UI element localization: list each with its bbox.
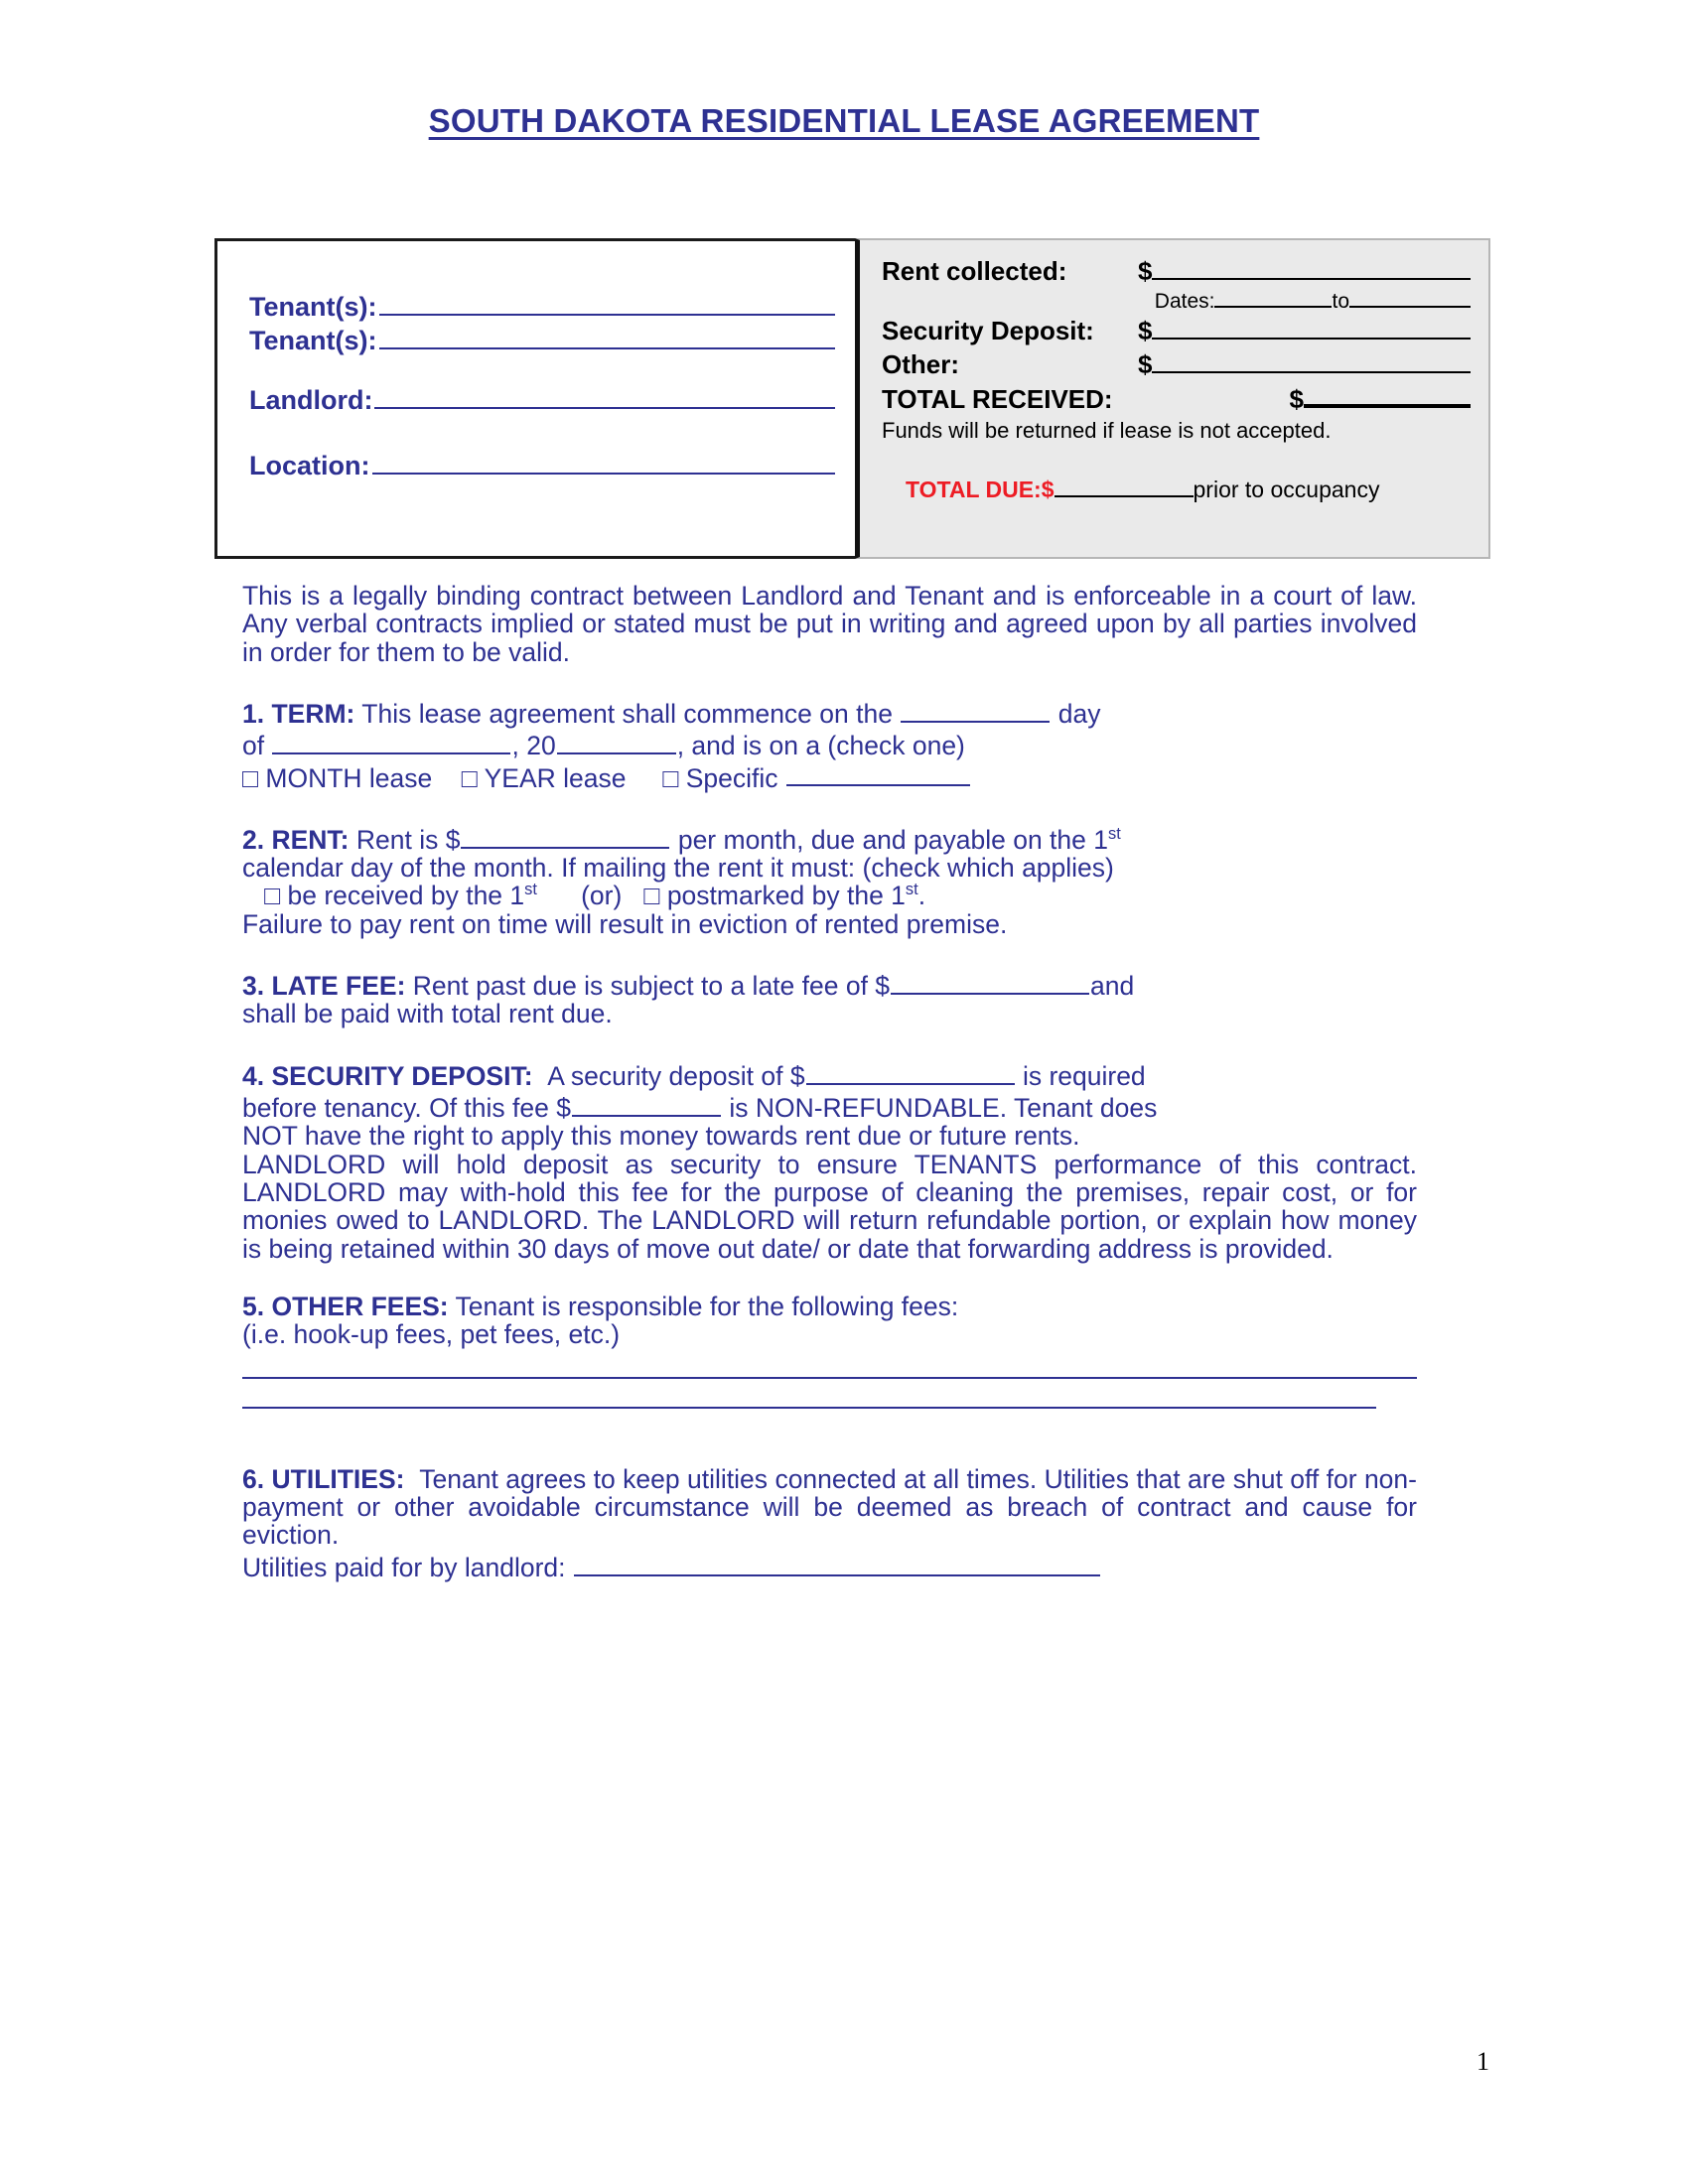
rent-amount-input[interactable] <box>461 822 669 849</box>
rent-collected-row <box>882 254 1471 288</box>
label-received-sup: st <box>524 881 537 899</box>
utilities-paid-label: Utilities paid for by landlord: <box>242 1552 566 1582</box>
spacer <box>242 792 1417 822</box>
total-received-row <box>882 380 1471 416</box>
section-late-fee-line1a: Rent past due is subject to a late fee of $ <box>412 970 891 1001</box>
non-refundable-amount-input[interactable] <box>572 1090 721 1117</box>
spacer <box>242 1409 1417 1438</box>
section-other-fees-line2: (i.e. hook-up fees, pet fees, etc.) <box>242 1319 621 1350</box>
security-deposit-currency: $ <box>1138 315 1153 345</box>
section-other-fees <box>242 1293 1417 1349</box>
other-input[interactable] <box>1152 347 1471 373</box>
section-late-fee-heading: 3. LATE FEE: <box>242 970 406 1001</box>
checkbox-specific-lease[interactable]: □ <box>662 762 679 793</box>
checkbox-postmarked-by-first[interactable]: □ <box>643 881 660 911</box>
rent-collected-label: Rent collected: <box>882 256 1067 286</box>
section-rent-heading: 2. RENT: <box>242 824 350 855</box>
total-due-suffix: prior to occupancy <box>1193 476 1380 502</box>
dates-label: Dates: <box>1154 289 1215 313</box>
section-late-fee-line1b: and <box>1090 970 1135 1001</box>
section-utilities <box>242 1465 1417 1550</box>
tenant-1-label: Tenant(s): <box>249 292 377 322</box>
total-received-input[interactable] <box>1304 380 1471 408</box>
tenant-2-label: Tenant(s): <box>249 326 377 355</box>
section-utilities-paid-row <box>242 1550 1417 1581</box>
security-deposit-label: Security Deposit: <box>882 315 1094 345</box>
section-rent <box>242 822 1417 883</box>
section-utilities-heading: 6. UTILITIES: <box>242 1463 405 1494</box>
label-received-by-first: be received by the 1 <box>287 881 525 911</box>
page-title <box>0 102 1688 140</box>
late-fee-amount-input[interactable] <box>891 968 1089 995</box>
term-day-input[interactable] <box>901 696 1050 723</box>
label-postmarked-end: . <box>917 881 926 911</box>
section-rent-line4: Failure to pay rent on time will result in eviction of rented premise. <box>242 908 1008 939</box>
tenant-2-input[interactable] <box>379 323 836 349</box>
dates-row <box>882 286 1471 314</box>
total-due-label: TOTAL DUE:$ <box>906 476 1055 502</box>
tenant-1-input[interactable] <box>379 289 836 316</box>
section-sd-line1a: A security deposit of $ <box>547 1060 805 1091</box>
rent-collected-currency: $ <box>1138 256 1153 286</box>
spacer <box>242 1028 1417 1058</box>
section-term-heading: 1. TERM: <box>242 698 355 729</box>
label-month-lease: MONTH lease <box>265 762 433 793</box>
checkbox-month-lease[interactable]: □ <box>242 762 259 793</box>
section-term-line2a: of <box>242 731 265 761</box>
landlord-row <box>249 382 835 416</box>
header-boxes <box>214 238 1490 559</box>
security-deposit-row <box>882 314 1471 347</box>
other-label: Other: <box>882 348 959 379</box>
section-term <box>242 696 1417 760</box>
section-term-line1b: day <box>1057 698 1101 729</box>
location-label: Location: <box>249 451 370 480</box>
dates-to-input[interactable] <box>1349 286 1471 308</box>
total-received-label: TOTAL RECEIVED: <box>882 384 1113 415</box>
spacer <box>242 938 1417 968</box>
section-rent-line1-sup: st <box>1108 824 1121 843</box>
intro-paragraph: This is a legally binding contract between Landlord and Tenant and is enforceable in a court of law. Any verbal contracts implied or stated must be put in writing and agreed upon by all parties involved in order for them to be valid. <box>242 581 1417 667</box>
total-due-row <box>882 475 1471 503</box>
spacer <box>242 1263 1417 1293</box>
other-row <box>882 347 1471 381</box>
section-utilities-line1: Tenant agrees to keep utilities connected at all times. Utilities that are shut off for non-payment or other avoidable circumstance will be deemed as breach of contract and cause for eviction. <box>242 1463 1417 1551</box>
rent-collected-input[interactable] <box>1152 254 1471 280</box>
document-body <box>242 582 1417 1581</box>
payment-summary-box <box>855 238 1490 559</box>
label-year-lease: YEAR lease <box>484 762 627 793</box>
other-fees-blank-line-1[interactable] <box>242 1377 1417 1379</box>
section-rent-options <box>242 882 1417 909</box>
landlord-label: Landlord: <box>249 385 373 415</box>
section-rent-line1a: Rent is $ <box>355 824 461 855</box>
label-specific-lease: Specific <box>685 762 778 793</box>
term-specific-input[interactable] <box>786 760 970 787</box>
section-rent-line2: calendar day of the month. If mailing the rent it must: (check which applies) <box>242 853 1114 884</box>
spacer <box>242 666 1417 696</box>
term-month-input[interactable] <box>272 728 510 754</box>
parties-box <box>214 238 855 559</box>
section-security-deposit-heading: 4. SECURITY DEPOSIT: <box>242 1060 533 1091</box>
tenant-2-row <box>249 323 835 356</box>
page-number: 1 <box>1477 2047 1489 2076</box>
security-deposit-input[interactable] <box>1152 314 1471 340</box>
section-term-options <box>242 760 1417 792</box>
section-rent-line1b: per month, due and payable on the 1 <box>677 824 1108 855</box>
landlord-input[interactable] <box>374 382 835 409</box>
security-deposit-amount-input[interactable] <box>806 1058 1015 1085</box>
other-currency: $ <box>1138 348 1153 379</box>
section-sd-line1b: is required <box>1022 1060 1146 1091</box>
label-postmarked-by-first: postmarked by the 1 <box>666 881 906 911</box>
spacer <box>249 356 835 382</box>
refund-note: Funds will be returned if lease is not accepted. <box>882 418 1332 444</box>
section-term-line2b: , 20 <box>511 731 556 761</box>
location-row <box>249 448 835 481</box>
dates-to-word: to <box>1332 289 1349 313</box>
total-due-input[interactable] <box>1055 475 1194 497</box>
label-or: (or) <box>581 881 623 911</box>
total-received-currency: $ <box>1289 384 1304 415</box>
spacer <box>242 1438 1417 1465</box>
section-security-deposit <box>242 1058 1417 1151</box>
checkbox-year-lease[interactable]: □ <box>461 762 478 793</box>
checkbox-received-by-first[interactable]: □ <box>264 881 281 911</box>
section-sd-line2b: is NON-REFUNDABLE. Tenant does <box>729 1092 1158 1123</box>
section-other-fees-heading: 5. OTHER FEES: <box>242 1291 449 1321</box>
term-year-input[interactable] <box>557 728 676 754</box>
label-postmarked-sup: st <box>905 881 918 899</box>
section-other-fees-line1: Tenant is responsible for the following fees: <box>455 1291 959 1321</box>
section-sd-paragraph: LANDLORD will hold deposit as security to ensure TENANTS performance of this contract. LANDLORD may with-hold this fee for the purpose of cleaning the premises, repair cost, or for monies owed to LANDLORD. The LANDLORD will return refundable portion, or explain how money is being retained within 30 days of move out date/ or date that forwarding address is provided. <box>242 1149 1417 1264</box>
location-input[interactable] <box>372 448 836 475</box>
spacer <box>249 416 835 448</box>
section-term-line2c: , and is on a (check one) <box>676 731 965 761</box>
section-sd-line3: NOT have the right to apply this money towards rent due or future rents. <box>242 1121 1080 1152</box>
section-late-fee-line2: shall be paid with total rent due. <box>242 999 613 1029</box>
page-title-text: SOUTH DAKOTA RESIDENTIAL LEASE AGREEMENT <box>428 102 1260 139</box>
section-term-line1a: This lease agreement shall commence on the <box>361 698 893 729</box>
section-late-fee <box>242 968 1417 1028</box>
utilities-paid-input[interactable] <box>574 1550 1100 1576</box>
dates-from-input[interactable] <box>1214 286 1332 308</box>
section-sd-line2a: before tenancy. Of this fee $ <box>242 1092 571 1123</box>
tenant-1-row <box>249 289 835 323</box>
